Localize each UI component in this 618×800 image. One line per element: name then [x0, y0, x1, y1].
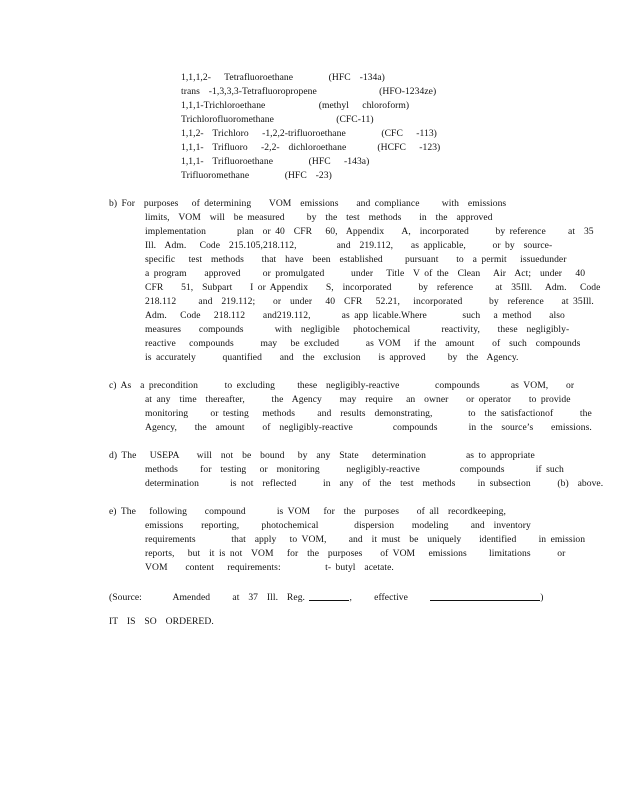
source-close-paren: ) [540, 592, 544, 603]
paragraph-d-line: d) The USEPA will not be bound by any State determination as to appropriate [109, 450, 535, 461]
compound-line: 1,1,1,2- Tetrafluoroethane (HFC -134a) [181, 72, 385, 83]
paragraph-b-line: reactive compounds may be excluded as VOM if the amount of such compounds [145, 338, 581, 349]
paragraph-c-line: c) As a precondition to excluding these negligibly-reactive compounds as VOM, or [109, 380, 575, 391]
paragraph-b-line: Adm. Code 218.112 and219.112, as app licable.Where such a method also [145, 310, 565, 321]
paragraph-b-line: implementation plan or 40 CFR 60, Appendix A, incorporated by reference at 35 [145, 226, 594, 237]
closing-order: IT IS SO ORDERED. [109, 616, 214, 627]
compound-line: 1,1,1-Trichloroethane (methyl chloroform) [181, 100, 410, 111]
compound-line: trans -1,3,3,3-Tetrafluoropropene (HFO-1234ze) [181, 86, 437, 97]
paragraph-b-line: measures compounds with negligible photochemical reactivity, these negligibly- [145, 324, 570, 335]
paragraph-d-line: methods for testing or monitoring negligibly-reactive compounds if such [145, 464, 564, 475]
compound-line: 1,1,1- Trifluoroethane (HFC -143a) [181, 156, 370, 167]
paragraph-e-line: reports, but it is not VOM for the purposes of VOM emissions limitations or [145, 548, 566, 559]
paragraph-d-line: determination is not reflected in any of the test methods in subsection (b) above. [145, 478, 604, 489]
paragraph-e-line: VOM content requirements: t- butyl acetate. [145, 562, 394, 573]
paragraph-c-line: Agency, the amount of negligibly-reactive compounds in the source’s emissions. [145, 422, 592, 433]
paragraph-b-line: CFR 51, Subpart I or Appendix S, incorporated by reference at 35Ill. Adm. Code [145, 282, 601, 293]
compound-line: Trifluoromethane (HFC -23) [181, 170, 332, 181]
compound-line: 1,1,2- Trichloro -1,2,2-trifluoroethane (CFC -113) [181, 128, 437, 139]
paragraph-b-line: b) For purposes of determining VOM emissions and compliance with emissions [109, 198, 507, 209]
paragraph-e-line: emissions reporting, photochemical dispersion modeling and inventory [145, 520, 531, 531]
paragraph-b-line: a program approved or promulgated under Title V of the Clean Air Act; under 40 [145, 268, 586, 279]
source-effective-label: effective [374, 592, 408, 603]
paragraph-e-line: requirements that apply to VOM, and it must be uniquely identified in emission [145, 534, 586, 545]
paragraph-c-line: monitoring or testing methods and results demonstrating, to the satisfactionof the [145, 408, 592, 419]
paragraph-e-line: e) The following compound is VOM for the purposes of all recordkeeping, [109, 506, 506, 517]
paragraph-b-line: Ill. Adm. Code 215.105,218.112, and 219.112, as applicable, or by source- [145, 240, 553, 251]
paragraph-b-line: limits, VOM will be measured by the test methods in the approved [145, 212, 493, 223]
paragraph-b-line: specific test methods that have been established pursuant to a permit issuedunder [145, 254, 567, 265]
source-comma: , [349, 592, 352, 603]
source-note [109, 590, 543, 604]
register-page-blank [309, 590, 352, 603]
compound-line: Trichlorofluoromethane (CFC-11) [181, 114, 374, 125]
paragraph-b-line: 218.112 and 219.112; or under 40 CFR 52.21, incorporated by reference at 35Ill. [145, 296, 594, 307]
source-open-text: (Source: Amended at 37 Ill. Reg. [109, 592, 305, 603]
paragraph-b-line: is accurately quantified and the exclusion is approved by the Agency. [145, 352, 519, 363]
effective-date-blank [430, 590, 540, 601]
compound-line: 1,1,1- Trifluoro -2,2- dichloroethane (HCFC -123) [181, 142, 441, 153]
paragraph-c-line: at any time thereafter, the Agency may require an owner or operator to provide [145, 394, 571, 405]
